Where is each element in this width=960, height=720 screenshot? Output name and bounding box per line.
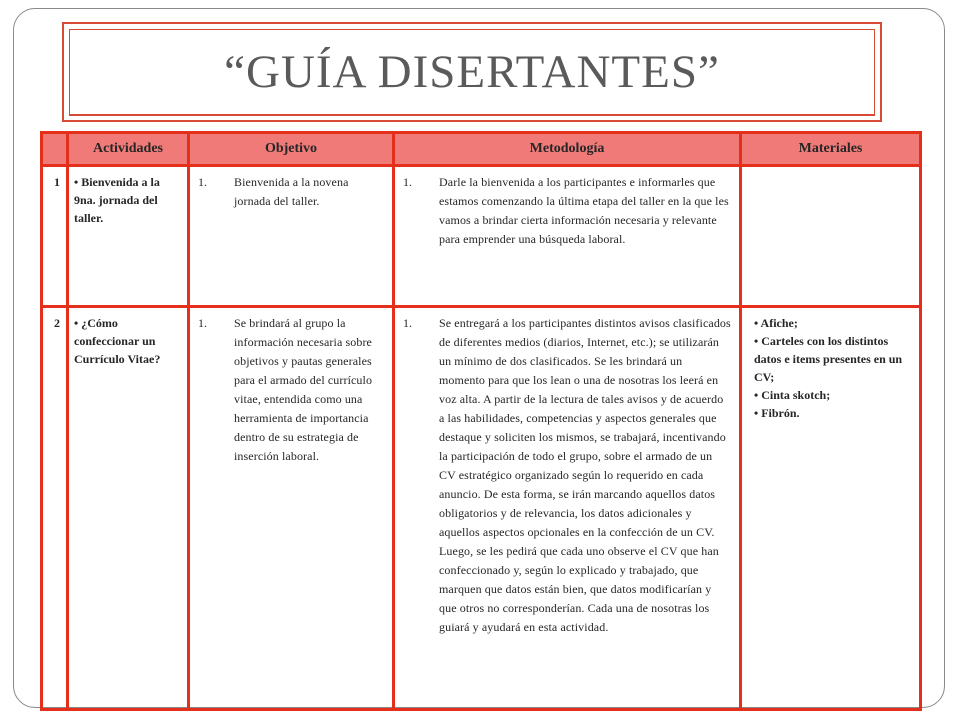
objective-number: 1.	[198, 316, 207, 330]
objective-text: Bienvenida a la novena jornada del taller.	[234, 175, 349, 208]
table-row	[42, 307, 921, 710]
table-row	[42, 166, 921, 307]
methodology-cell	[394, 166, 741, 307]
page-title: “GUÍA DISERTANTES”	[224, 46, 720, 98]
material-item: • Carteles con los distintos datos e items presentes en un CV;	[754, 334, 903, 384]
header-actividades: Actividades	[68, 133, 189, 166]
methodology-cell	[394, 307, 741, 710]
activity-cell: • Bienvenida a la 9na. jornada del taller.	[68, 166, 189, 307]
objective-text: Se brindará al grupo la información necesaria sobre objetivos y pautas generales para el armado del currículo vitae, entendida como una herramienta de importancia dentro de su estrategia de inserción laboral.	[234, 316, 373, 463]
methodology-text: Darle la bienvenida a los participantes e informarles que estamos comenzando la última etapa del taller en la que les vamos a brindar cierta información necesaria y relevante para emprender una búsqueda laboral.	[439, 175, 729, 246]
materials-cell	[741, 307, 921, 710]
methodology-text: Se entregará a los participantes distintos avisos clasificados de diferentes medios (diarios, Internet, etc.); se utilizarán un mínimo de dos clasificados. Se les brindará un momento para que los lean o una de nosotras los leerá en voz alta. A partir de la lectura de tales avisos y de acuerdo a las habilidades, competencias y aspectos generales que destaque y soliciten los mismos, se trabajará, incentivando la participación de todo el grupo, sobre el armado de un CV estratégico organizado según lo requerido en cada anuncio. De esta forma, se irán marcando aquellos datos obligatorios y de relevancia, los datos adicionales y aquellos aspectos opcionales en la confección de un CV. Luego, se les pedirá que cada uno observe el CV que han confeccionado y, según lo explicado y trabajado, que marquen que datos están bien, que datos modificarían y que otros no corresponderían. Cada una de nosotras los guiará y ayudará en esta actividad.	[439, 316, 731, 634]
activity-cell: • ¿Cómo confeccionar un Currículo Vitae?	[68, 307, 189, 710]
title-banner	[62, 22, 882, 122]
objective-cell	[189, 166, 394, 307]
header-metodologia: Metodología	[394, 133, 741, 166]
row-number: 1	[42, 166, 68, 307]
header-objetivo: Objetivo	[189, 133, 394, 166]
methodology-number: 1.	[403, 175, 412, 189]
material-item: • Afiche;	[754, 316, 798, 330]
table-header-row	[42, 133, 921, 166]
objective-cell	[189, 307, 394, 710]
materials-cell	[741, 166, 921, 307]
header-number	[42, 133, 68, 166]
title-banner-inner	[69, 29, 875, 115]
methodology-number: 1.	[403, 316, 412, 330]
header-materiales: Materiales	[741, 133, 921, 166]
objective-number: 1.	[198, 175, 207, 189]
row-number: 2	[42, 307, 68, 710]
material-item: • Fibrón.	[754, 406, 800, 420]
material-item: • Cinta skotch;	[754, 388, 831, 402]
guide-table	[40, 131, 922, 711]
